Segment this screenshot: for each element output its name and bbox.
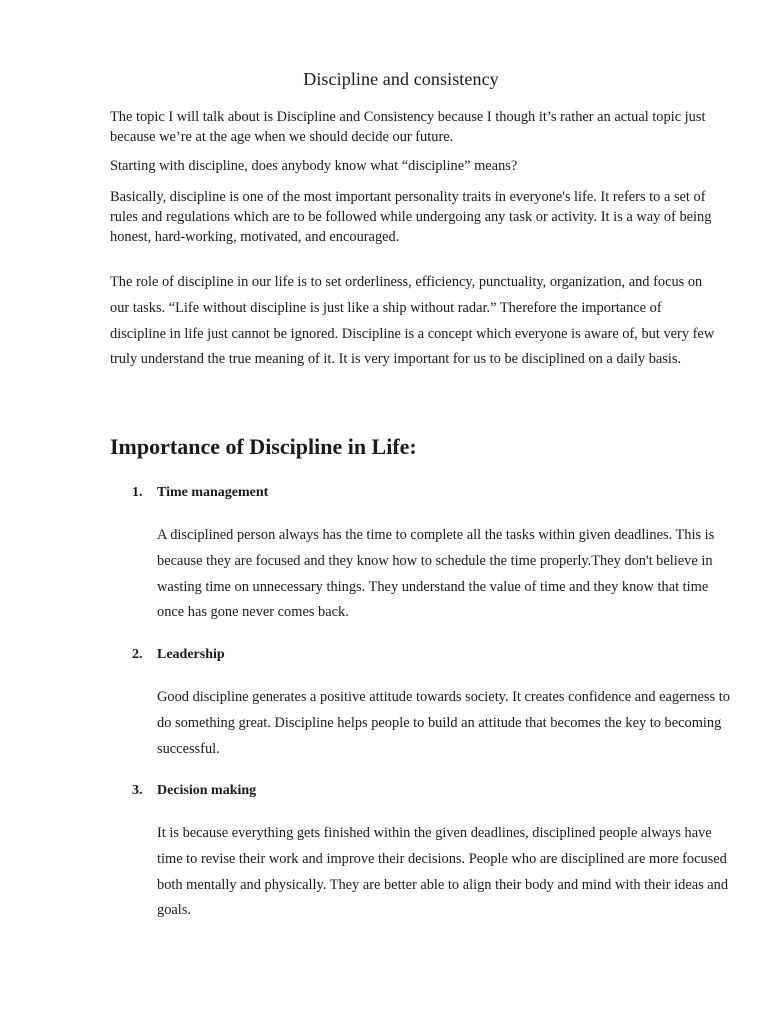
list-item-title: Decision making <box>157 783 257 798</box>
list-item-number: 2. <box>132 647 143 662</box>
question-paragraph: Starting with discipline, does anybody know what “discipline” means? <box>110 158 518 174</box>
section-heading: Importance of Discipline in Life: <box>110 434 417 459</box>
list-item-body: Good discipline generates a positive attitude towards society. It creates confidence and eagerness to do something great. Discipline helps people to build an attitude that becomes the key to becoming successful. <box>157 689 730 757</box>
role-paragraph: The role of discipline in our life is to set orderliness, efficiency, punctuality, organization, and focus on our tasks. “Life without discipline is just like a ship without radar.” Therefore the importance of discipline in life just cannot be ignored. Discipline is a concept which everyone is aware of, but very few truly understand the true meaning of it. It is very important for us to be disciplined on a daily basis. <box>110 274 715 368</box>
list-item-heading <box>132 647 225 663</box>
document-title: Discipline and consistency <box>303 69 499 89</box>
list-item-body: A disciplined person always has the time to complete all the tasks within given deadlines. This is because they are focused and they know how to schedule the time properly.They don't believe in wasting time on unnecessary things. They understand the value of time and they know that time once has gone never comes back. <box>157 527 715 621</box>
list-item-body: It is because everything gets finished within the given deadlines, disciplined people always have time to revise their work and improve their decisions. People who are disciplined are more focused both mentally and physically. They are better able to align their body and mind with their ideas and goals. <box>157 825 729 919</box>
list-item-number: 3. <box>132 783 143 798</box>
list-item-title: Time management <box>157 485 269 500</box>
list-item-heading <box>132 485 268 501</box>
list-item-number: 1. <box>132 485 143 500</box>
list-item-heading <box>132 783 256 799</box>
list-item-title: Leadership <box>157 647 225 662</box>
definition-paragraph: Basically, discipline is one of the most important personality traits in everyone's life. It refers to a set of rules and regulations which are to be followed while undergoing any task or activity. It is a way of being honest, hard-working, motivated, and encouraged. <box>110 189 712 245</box>
intro-paragraph: The topic I will talk about is Discipline and Consistency because I though it’s rather an actual topic just because we’re at the age when we should decide our future. <box>110 109 706 145</box>
